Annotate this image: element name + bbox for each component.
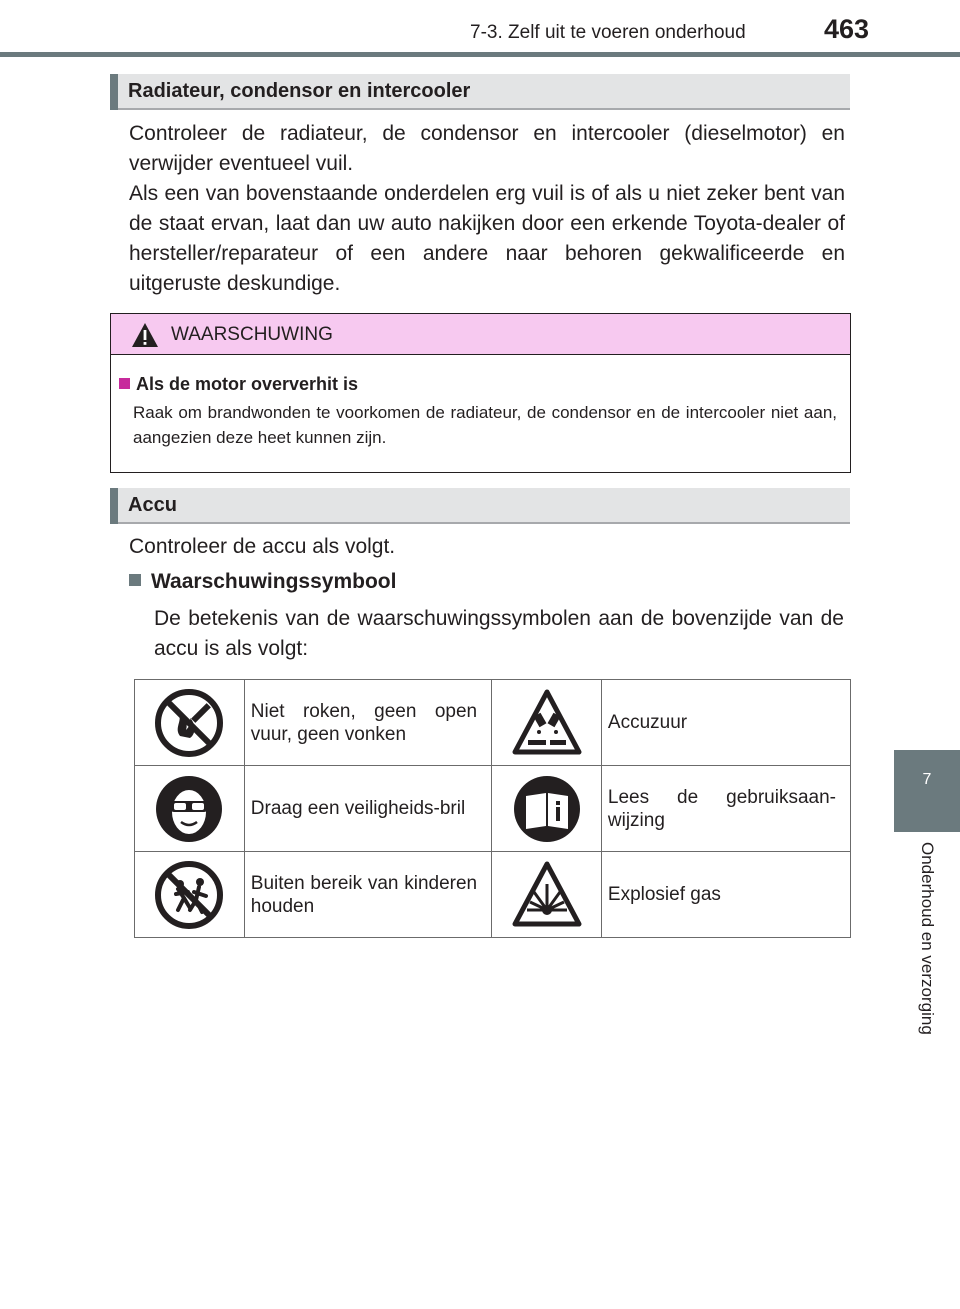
symbol-description: Lees de gebruiksaan-wijzing [601,766,850,852]
symbol-cell [492,766,602,852]
warning-label: WAARSCHUWING [171,324,333,345]
bullet-square-icon [119,378,130,389]
section-title: Accu [128,494,177,516]
symbol-description: Niet roken, geen open vuur, geen vonken [244,680,491,766]
warning-text: Raak om brandwonden te voorkomen de radiateur, de condensor en de intercooler niet aan, aangezien deze heet kunnen zijn. [133,403,837,447]
warning-subheading [119,374,358,395]
chapter-tab-number[interactable]: 7 [894,750,960,832]
read-manual-icon [512,774,582,844]
chapter-tab-label [894,832,960,1035]
table-row [135,680,851,766]
battery-intro: Controleer de accu als volgt. [129,535,396,558]
warning-symbols-table [134,679,851,938]
symbol-description: Explosief gas [601,852,850,938]
explosive-gas-icon [512,860,582,930]
radiator-paragraph: Controleer de radiateur, de condensor en intercooler (dieselmotor) en verwijder eventueel vuil. Als een van bovenstaande onderdelen erg vuil is of als u niet zeker bent van de staat ervan, laat dan uw auto nakijken door een erkende Toyota-dealer of hersteller/reparateur of een andere naar behoren gekwalificeerde en uitgeruste deskundige. [129,122,845,295]
table-row [135,852,851,938]
battery-subheading [129,570,396,594]
symbol-cell [135,680,245,766]
warning-box [110,313,851,473]
battery-paragraph: De betekenis van de waarschuwingssymbolen aan de bovenzijde van de accu is als volgt: [154,607,844,660]
warning-header [111,314,850,355]
section-accent [110,74,118,110]
page-number: 463 [824,14,870,44]
symbol-description: Draag een veiligheids-bril [244,766,491,852]
safety-goggles-icon [154,774,224,844]
battery-subheading-text: Waarschuwingssymbool [151,570,397,593]
chapter-tab-label-text: Onderhoud en verzorging [918,842,937,1035]
warning-triangle-icon [131,322,159,348]
no-smoking-no-fire-icon [154,688,224,758]
section-accent [110,488,118,524]
table-row [135,766,851,852]
warning-subheading-text: Als de motor oververhit is [136,374,359,394]
symbol-cell [492,680,602,766]
header-rule [0,52,960,57]
symbol-cell [135,766,245,852]
keep-away-from-children-icon [154,860,224,930]
header-section-title: 7-3. Zelf uit te voeren onderhoud [470,22,746,43]
section-title: Radiateur, condensor en intercooler [128,80,471,102]
section-heading-battery [110,488,850,524]
symbol-description: Buiten bereik van kinderen houden [244,852,491,938]
battery-acid-icon [512,688,582,758]
symbol-cell [492,852,602,938]
symbol-description: Accuzuur [601,680,850,766]
bullet-square-icon [129,574,141,586]
section-heading-radiator [110,74,850,110]
symbol-cell [135,852,245,938]
